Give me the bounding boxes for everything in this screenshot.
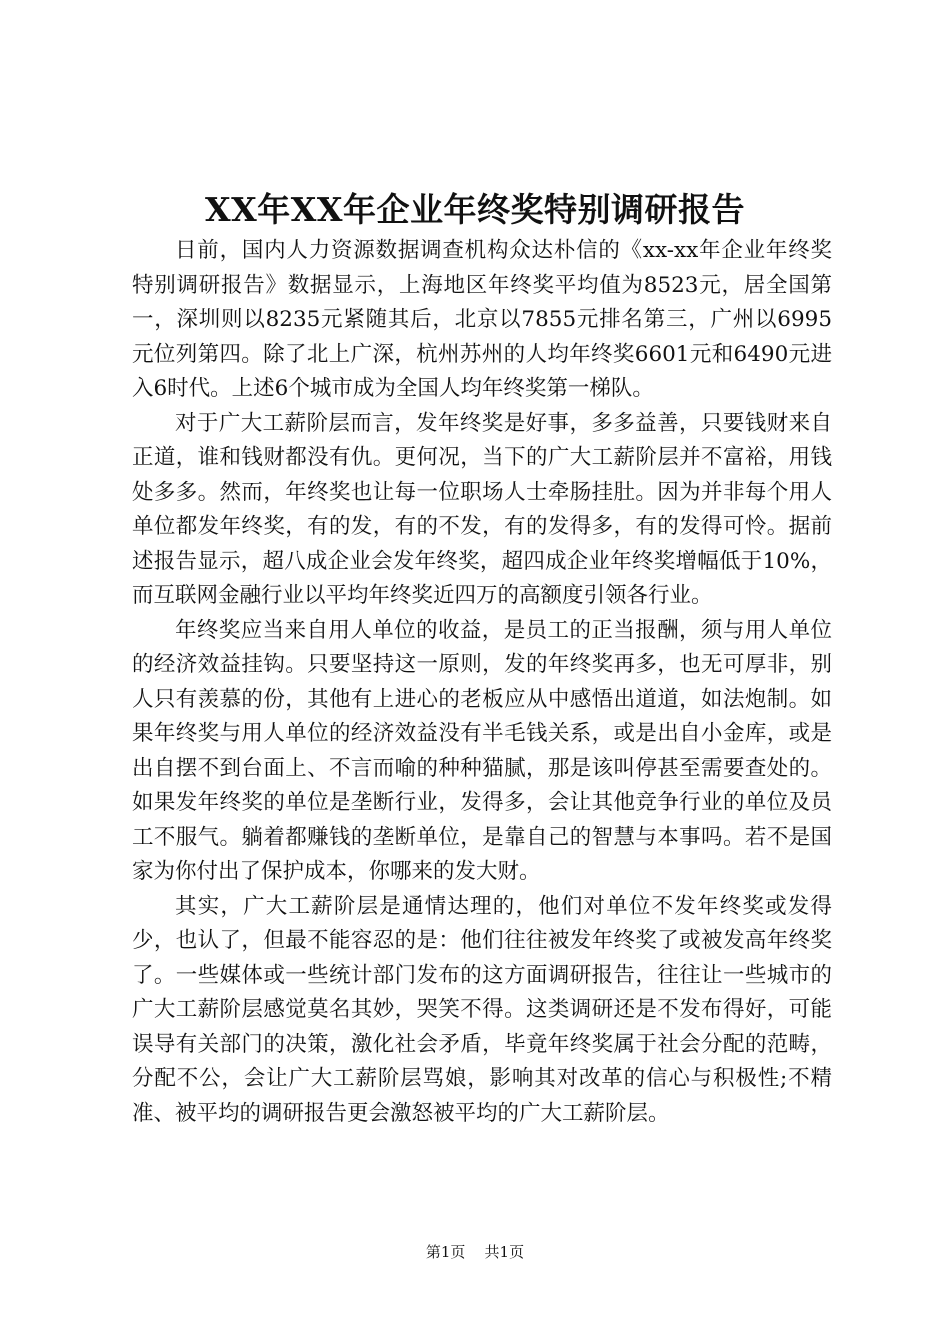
paragraph-3: 年终奖应当来自用人单位的收益，是员工的正当报酬，须与用人单位的经济效益挂钩。只要坚持这一原则，发的年终奖再多，也无可厚非，别人只有羡慕的份，其他有上进心的老板应从中感悟出道道，如法炮制。如果年终奖与用人单位的经济效益没有半毛钱关系，或是出自小金库，或是出自摆不到台面上、不言而喻的种种猫腻，那是该叫停甚至需要查处的。如果发年终奖的单位是垄断行业，发得多，会让其他竞争行业的单位及员工不服气。躺着都赚钱的垄断单位，是靠自己的智慧与本事吗。若不是国家为你付出了保护成本，你哪来的发大财。 <box>132 617 832 884</box>
paragraph-4: 其实，广大工薪阶层是通情达理的，他们对单位不发年终奖或发得少，也认了，但最不能容忍的是：他们往往被发年终奖了或被发高年终奖了。一些媒体或一些统计部门发布的这方面调研报告，往往让一些城市的广大工薪阶层感觉莫名其妙，哭笑不得。这类调研还是不发布得好，可能误导有关部门的决策，激化社会矛盾，毕竟年终奖属于社会分配的范畴，分配不公，会让广大工薪阶层骂娘，影响其对改革的信心与积极性;不精准、被平均的调研报告更会激怒被平均的广大工薪阶层。 <box>132 893 832 1126</box>
page-number: 第1页 <box>425 1243 466 1261</box>
footer-gap <box>470 1243 480 1261</box>
document-title: XX年XX年企业年终奖特别调研报告 <box>205 190 745 229</box>
page-footer <box>0 1242 950 1262</box>
paragraph-1: 日前，国内人力资源数据调查机构众达朴信的《xx-xx年企业年终奖特别调研报告》数据显示，上海地区年终奖平均值为8523元，居全国第一，深圳则以8235元紧随其后，北京以7855元排名第三，广州以6995元位列第四。除了北上广深，杭州苏州的人均年终奖6601元和6490元进入6时代。上述6个城市成为全国人均年终奖第一梯队。 <box>132 238 832 401</box>
document-body <box>132 234 832 1131</box>
page-total: 共1页 <box>484 1243 525 1261</box>
paragraph-2: 对于广大工薪阶层而言，发年终奖是好事，多多益善，只要钱财来自正道，谁和钱财都没有仇。更何况，当下的广大工薪阶层并不富裕，用钱处多多。然而，年终奖也让每一位职场人士牵肠挂肚。因为并非每个用人单位都发年终奖，有的发，有的不发，有的发得多，有的发得可怜。据前述报告显示，超八成企业会发年终奖，超四成企业年终奖增幅低于10%，而互联网金融行业以平均年终奖近四万的高额度引领各行业。 <box>132 410 832 608</box>
